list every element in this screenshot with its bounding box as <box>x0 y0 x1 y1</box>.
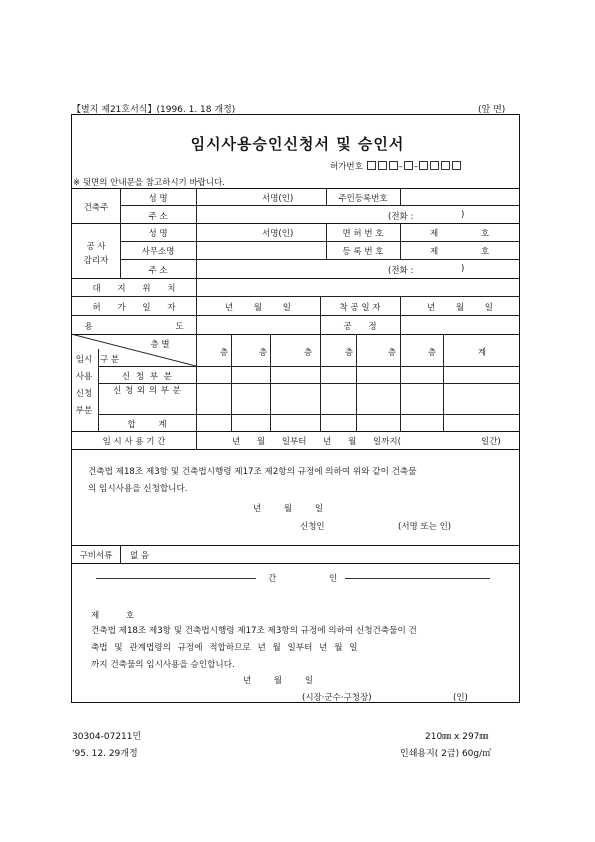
divider <box>196 296 197 334</box>
use-label: 용 도 <box>84 322 184 332</box>
divider <box>71 278 520 279</box>
divider <box>71 223 520 224</box>
digit-box-icon[interactable] <box>367 161 376 170</box>
owner-sign[interactable]: 서명(인) <box>262 194 294 204</box>
divider <box>71 545 520 546</box>
permit-date-value[interactable]: 년 월 일 <box>224 303 292 313</box>
approval-number[interactable]: 제 호 <box>91 611 135 621</box>
footer-paper: 인쇄용지( 2급) 60g/㎡ <box>400 749 492 759</box>
cut-line-label: 간 인 <box>268 574 338 584</box>
row-applied-part: 신 청 부 분 <box>122 372 172 382</box>
divider <box>71 188 520 189</box>
registration-number-value[interactable]: 제 호 <box>430 247 490 257</box>
owner-name-label: 성 명 <box>148 194 168 204</box>
documents-value: 없 음 <box>130 551 150 561</box>
divider <box>320 334 321 431</box>
owner-label: 건축주 <box>83 203 109 213</box>
start-date-label: 착 공 일 자 <box>339 303 381 313</box>
divider <box>400 223 401 259</box>
approval-line-3: 까지 건축물의 임시사용을 승인합니다. <box>91 660 235 670</box>
divider <box>356 334 357 431</box>
applicant-label: 신청인 <box>300 522 325 532</box>
floor-corner-top: 층 별 <box>150 340 170 350</box>
digit-box-icon[interactable] <box>419 161 428 170</box>
divider <box>120 545 121 563</box>
site-location-label: 대 지 위 치 <box>92 284 176 294</box>
form-title: 임시사용승인신청서 및 승인서 <box>190 135 405 153</box>
side-label-2: 사용 <box>75 372 93 382</box>
application-date[interactable]: 년 월 일 <box>253 504 324 514</box>
registration-number-label: 등 록 번 호 <box>342 247 384 257</box>
side-label-4: 부분 <box>75 406 93 416</box>
total-header: 계 <box>477 348 487 358</box>
supervisor-address-label: 주 소 <box>148 266 168 276</box>
divider <box>71 431 520 432</box>
approval-authority: (시장·군수·구청장) <box>302 693 372 703</box>
digit-box-icon[interactable] <box>378 161 387 170</box>
supervisor-label-1: 공 사 <box>86 242 106 252</box>
divider <box>400 188 401 205</box>
cut-line-left <box>96 578 256 579</box>
divider <box>120 259 520 260</box>
floor-header: 층 <box>303 348 313 358</box>
divider <box>196 188 197 223</box>
period-text[interactable]: 년 월 일부터 년 월 일까지( <box>232 437 401 447</box>
form-frame <box>71 114 520 703</box>
license-number-value[interactable]: 제 호 <box>430 229 490 239</box>
floor-header: 층 <box>387 348 397 358</box>
floor-header: 층 <box>427 348 437 358</box>
divider <box>326 223 327 259</box>
period-days: 일간) <box>481 437 501 447</box>
application-line-1: 건축법 제18조 제3항 및 건축법시행령 제17조 제2항의 규정에 의하여 위와 같이 건축물 <box>88 467 417 477</box>
form-reference: 【별지 제21호서식】(1996. 1. 18 개정) <box>72 105 236 115</box>
footer-size: 210㎜ x 297㎜ <box>425 732 489 742</box>
divider <box>120 188 121 278</box>
approval-date[interactable]: 년 월 일 <box>243 676 314 686</box>
footer-code: 30304-07211민 <box>72 732 142 742</box>
applicant-sign[interactable]: (서명 또는 인) <box>398 522 452 532</box>
start-date-value[interactable]: 년 월 일 <box>426 303 494 313</box>
row-total: 합 계 <box>127 420 167 430</box>
page-side: (앞 면) <box>478 105 506 115</box>
divider <box>71 449 520 450</box>
application-line-2: 의 임시사용을 신청합니다. <box>88 484 188 494</box>
digit-box-icon[interactable] <box>441 161 450 170</box>
approval-line-2: 축법 및 관계법령의 규정에 적합하므로 년 월 일부터 년 월 일 <box>91 643 358 653</box>
owner-resident-no-label: 주민등록번호 <box>338 194 388 204</box>
divider <box>326 188 327 205</box>
supervisor-phone-close: ) <box>461 264 465 274</box>
divider <box>98 414 520 415</box>
divider <box>196 334 197 449</box>
divider <box>443 334 444 431</box>
owner-phone-close: ) <box>461 210 465 220</box>
approval-seal[interactable]: (인) <box>453 693 468 703</box>
divider <box>196 223 197 296</box>
supervisor-sign[interactable]: 서명(인) <box>262 229 294 239</box>
digit-box-icon[interactable] <box>430 161 439 170</box>
permit-number: 허가번호 – – <box>330 160 462 172</box>
supervisor-phone[interactable]: (전화 : <box>388 266 414 276</box>
digit-box-icon[interactable] <box>389 161 398 170</box>
footer-revision: '95. 12. 29개정 <box>72 749 138 759</box>
cut-line-right <box>345 578 490 579</box>
supervisor-label-2: 감리자 <box>83 256 109 266</box>
row-other-part: 신 청 외 의 부 분 <box>113 386 181 396</box>
divider <box>120 205 520 206</box>
digit-box-icon[interactable] <box>452 161 461 170</box>
divider <box>231 334 232 431</box>
floor-header: 층 <box>258 348 268 358</box>
divider <box>270 334 271 431</box>
floor-header: 층 <box>219 348 229 358</box>
side-label-3: 신청 <box>75 389 93 399</box>
divider <box>320 296 321 334</box>
divider <box>71 563 520 564</box>
side-label-1: 임시 <box>75 355 93 365</box>
divider <box>120 241 520 242</box>
period-label: 임 시 사 용 기 간 <box>102 437 166 447</box>
office-name-label: 사무소명 <box>141 247 175 257</box>
divider <box>71 315 520 316</box>
floor-corner-bottom: 구 분 <box>100 355 120 365</box>
guidance-note: ※ 뒷면의 안내문을 참고하시기 바랍니다. <box>73 178 226 188</box>
owner-address-label: 주 소 <box>148 212 168 222</box>
progress-label: 공 정 <box>343 322 377 332</box>
documents-label: 구비서류 <box>79 551 113 561</box>
divider <box>71 296 520 297</box>
floor-header: 층 <box>344 348 354 358</box>
owner-phone[interactable]: (전화 : <box>388 212 414 222</box>
divider <box>400 296 401 334</box>
supervisor-name-label: 성 명 <box>148 229 168 239</box>
digit-box-icon[interactable] <box>404 161 413 170</box>
permit-number-label: 허가번호 <box>330 162 363 172</box>
approval-line-1: 건축법 제18조 제3항 및 건축법시행령 제17조 제3항의 규정에 의하여 신청건축물이 건 <box>91 626 417 636</box>
divider <box>98 366 520 367</box>
divider <box>400 334 401 431</box>
permit-date-label: 허 가 일 자 <box>92 303 176 313</box>
license-number-label: 면 허 번 호 <box>342 229 384 239</box>
